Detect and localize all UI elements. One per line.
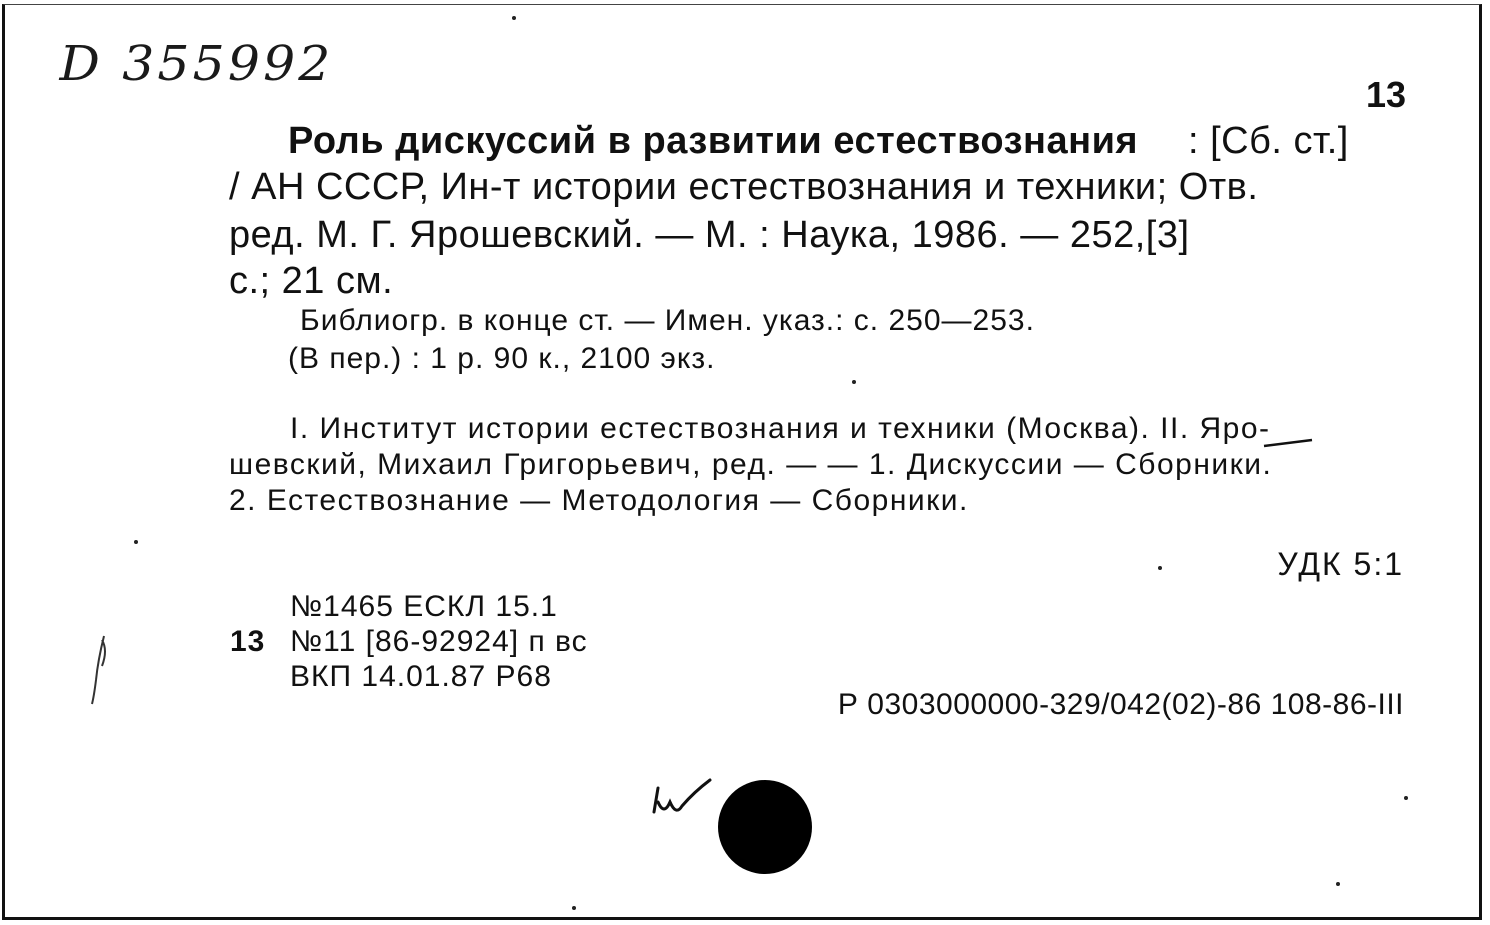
title-suffix: : [Сб. ст.] — [1188, 120, 1349, 162]
speck — [134, 540, 138, 544]
handwritten-id: D 355992 — [59, 36, 334, 92]
card-number: 13 — [1365, 74, 1406, 115]
title-line — [288, 120, 1138, 163]
handwritten-mark — [650, 772, 720, 822]
underline-mark — [1262, 432, 1322, 452]
tracing-line-2: шевский, Михаил Григорьевич, ред. — — 1. Дискуссии — Сборники. — [229, 448, 1273, 481]
book-title: Роль дискуссий в развитии естествознания — [288, 120, 1139, 162]
speck — [1158, 566, 1162, 570]
speck — [572, 906, 576, 910]
catalog-row-3: ВКП 14.01.87 Р68 — [290, 660, 552, 693]
speck — [852, 380, 856, 384]
catalog-row-2: №11 [86-92924] п вс — [290, 625, 588, 658]
entry-line-2: / АН СССР, Ин-т истории естествознания и техники; Отв. — [229, 166, 1259, 208]
speck — [1336, 882, 1340, 886]
catalog-row-2-prefix: 13 — [230, 625, 266, 658]
entry-line-3: ред. М. Г. Ярошевский. — М. : Наука, 1986. — 252,[3] — [229, 214, 1190, 256]
udk-code: УДК 5:1 — [1277, 546, 1404, 582]
tracing-line-1: I. Институт истории естествознания и техники (Москва). II. Яро- — [290, 412, 1271, 445]
pencil-mark — [84, 630, 124, 710]
tracing-line-3: 2. Естествознание — Методология — Сборники. — [229, 484, 969, 517]
entry-line-4: с.; 21 см. — [229, 260, 394, 302]
publisher-code: Р 0303000000-329/042(02)-86 108-86-III — [837, 688, 1404, 721]
speck — [512, 16, 516, 20]
punch-hole-mark — [718, 780, 812, 874]
catalog-row-1: №1465 ЕСКЛ 15.1 — [290, 590, 558, 623]
note-bibliography: Библиогр. в конце ст. — Имен. указ.: с. 250—253. — [300, 304, 1035, 337]
note-price: (В пер.) : 1 р. 90 к., 2100 экз. — [288, 342, 716, 375]
speck — [1404, 796, 1408, 800]
